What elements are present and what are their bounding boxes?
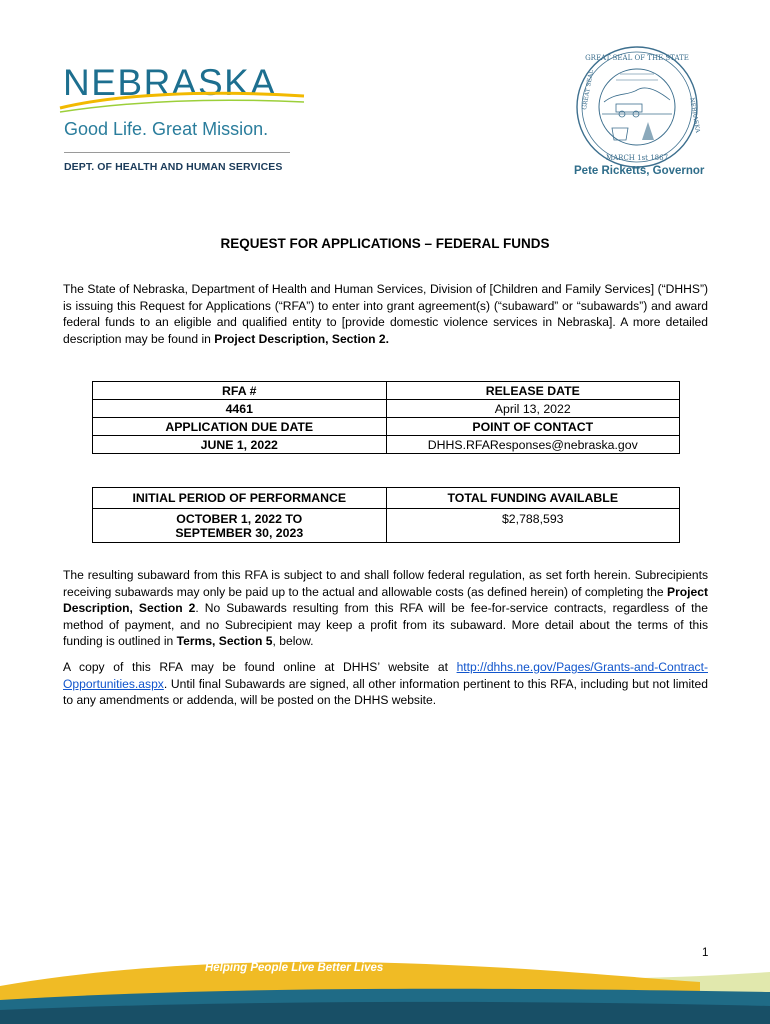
online-text-2: . Until final Subawards are signed, all other information pertinent to this RFA, including but not limited to any amendments or addenda, will be posted on the DHHS website. xyxy=(63,676,708,707)
performance-period-header: INITIAL PERIOD OF PERFORMANCE xyxy=(93,488,387,509)
subaward-paragraph xyxy=(63,567,708,650)
subaward-text-1: The resulting subaward from this RFA is subject to and shall follow federal regulation, as set forth herein. Subrecipients receiving subawards may only be paid up to the actual and allowable costs (as defined herein) of completing the xyxy=(63,568,708,599)
svg-text:GREAT SEAL: GREAT SEAL xyxy=(581,69,595,111)
funding-header: TOTAL FUNDING AVAILABLE xyxy=(386,488,680,509)
subaward-text-2: . No Subawards resulting from this RFA will be fee-for-service contracts, regardless of the method of payment, and no Subrecipient may keep a profit from its subaward. More detail about the terms of this funding is outlined in xyxy=(63,601,708,648)
performance-period-end: SEPTEMBER 30, 2023 xyxy=(175,525,304,540)
svg-text:NEBRASKA: NEBRASKA xyxy=(688,97,702,134)
department-name: DEPT. OF HEALTH AND HUMAN SERVICES xyxy=(64,161,283,173)
online-text-1: A copy of this RFA may be found online at DHHS’ website at xyxy=(63,660,457,674)
footer-slogan: Helping People Live Better Lives xyxy=(205,962,384,974)
subaward-text-3: , below. xyxy=(272,634,314,648)
release-date-header: RELEASE DATE xyxy=(386,382,680,400)
contact-header: POINT OF CONTACT xyxy=(386,418,680,436)
subaward-section2-reference: Project Description, Section 2 xyxy=(63,584,708,615)
funding-period-table xyxy=(92,487,680,543)
svg-text:GREAT SEAL OF THE STATE: GREAT SEAL OF THE STATE xyxy=(585,54,689,62)
due-date-value: JUNE 1, 2022 xyxy=(93,436,387,454)
svg-text:MARCH 1st 1867: MARCH 1st 1867 xyxy=(605,154,669,162)
due-date-header: APPLICATION DUE DATE xyxy=(93,418,387,436)
funding-amount: $2,788,593 xyxy=(386,509,680,543)
dhhs-grants-link[interactable]: http://dhhs.ne.gov/Pages/Grants-and-Contract-Opportunities.aspx xyxy=(63,660,708,691)
nebraska-wordmark: NEBRASKA xyxy=(63,62,277,103)
subaward-section5-reference: Terms, Section 5 xyxy=(176,634,273,648)
page-number: 1 xyxy=(702,947,709,959)
intro-paragraph xyxy=(63,281,708,347)
rfa-number-value: 4461 xyxy=(93,400,387,418)
intro-section-reference: Project Description, Section 2. xyxy=(214,331,389,346)
release-date-value: April 13, 2022 xyxy=(386,400,680,418)
intro-text: The State of Nebraska, Department of Health and Human Services, Division of [Children and Family Services] (“DHHS”) is issuing this Request for Applications (“RFA”) to enter into grant agreement(s) (“subaward” or “subawards”) and award federal funds to an eligible and qualified entity to [provide domestic violence services in Nebraska]. A more detailed description may be found in xyxy=(63,282,708,346)
footer-landscape-graphic xyxy=(0,952,770,1024)
document-title: REQUEST FOR APPLICATIONS – FEDERAL FUNDS xyxy=(220,236,550,251)
state-seal-icon xyxy=(572,44,702,170)
logo-divider xyxy=(64,152,290,153)
contact-email[interactable]: DHHS.RFAResponses@nebraska.gov xyxy=(386,436,680,454)
logo-swoosh-graphic xyxy=(58,86,308,116)
logo-tagline: Good Life. Great Mission. xyxy=(64,119,269,139)
performance-period-start: OCTOBER 1, 2022 TO xyxy=(176,511,303,526)
online-availability-paragraph xyxy=(63,659,708,709)
governor-name: Pete Ricketts, Governor xyxy=(574,165,705,177)
rfa-summary-table xyxy=(92,381,680,454)
rfa-number-header: RFA # xyxy=(93,382,387,400)
performance-period-value xyxy=(93,509,387,543)
